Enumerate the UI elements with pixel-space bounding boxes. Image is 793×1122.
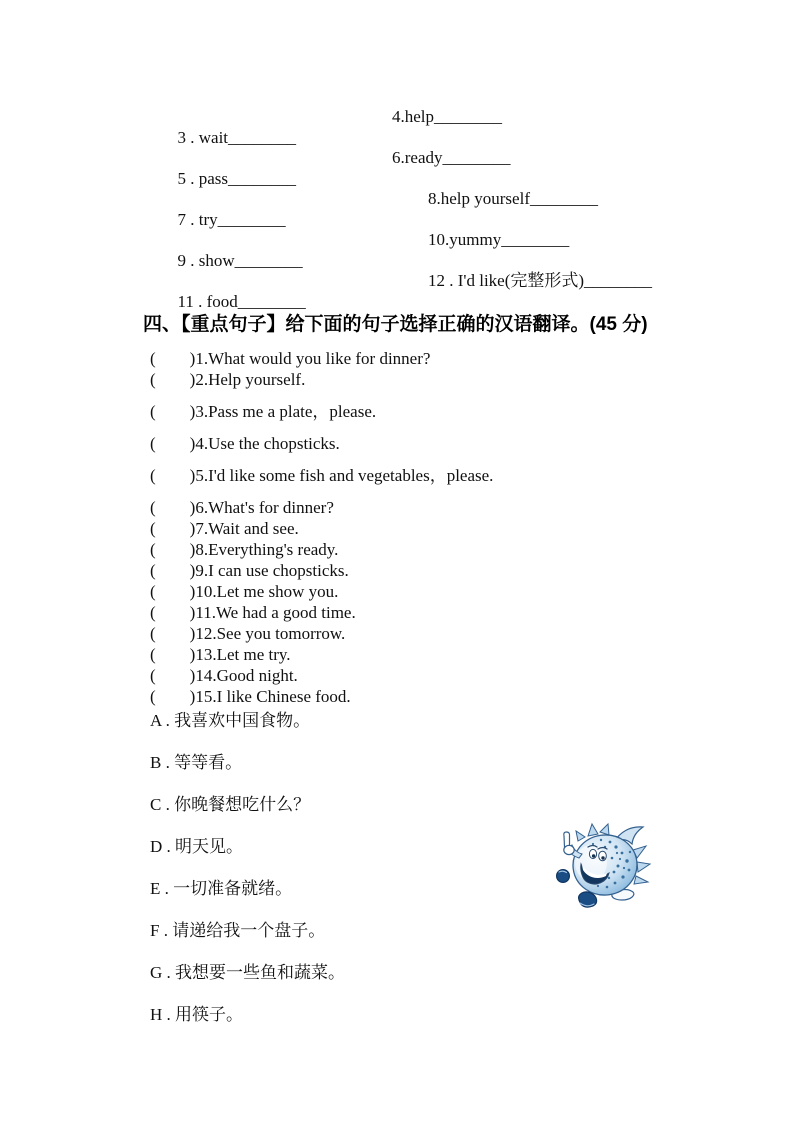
- question-14: ( )14.Good night.: [150, 666, 298, 685]
- vocab-item-5: 5 . pass________: [177, 169, 297, 188]
- question-4: ( )4.Use the chopsticks.: [150, 434, 340, 453]
- vocab-item-11: 11 . food________: [177, 292, 306, 311]
- vocab-row: [152, 270, 712, 311]
- question-9: ( )9.I can use chopsticks.: [150, 561, 349, 580]
- vocab-item-9: 9 . show________: [177, 251, 303, 270]
- option-f: F . 请递给我一个盘子。: [150, 921, 326, 940]
- option-d: D . 明天见。: [150, 837, 244, 856]
- question-list: [150, 348, 493, 707]
- question-3: ( )3.Pass me a plate，please.: [150, 402, 377, 421]
- question-8: ( )8.Everything's ready.: [150, 540, 339, 559]
- vocab-item-10: 10.yummy________: [428, 230, 570, 249]
- question-7: ( )7.Wait and see.: [150, 519, 299, 538]
- vocab-row: [152, 188, 712, 229]
- vocab-fill-section: [152, 106, 712, 311]
- option-e: E . 一切准备就绪。: [150, 879, 293, 898]
- vocab-item-4: 4.help________: [392, 107, 503, 126]
- vocab-item-7: 7 . try________: [177, 210, 286, 229]
- vocab-row: [152, 147, 712, 188]
- pufferfish-illustration-icon: [546, 820, 666, 926]
- question-2: ( )2.Help yourself.: [150, 370, 306, 389]
- option-c: C . 你晚餐想吃什么？: [150, 795, 311, 814]
- question-13: ( )13.Let me try.: [150, 645, 291, 664]
- question-1: ( )1.What would you like for dinner?: [150, 349, 431, 368]
- option-list: [150, 710, 345, 1046]
- question-5: ( )5.I'd like some fish and vegetables，please.: [150, 466, 494, 485]
- option-h: H . 用筷子。: [150, 1005, 244, 1024]
- vocab-item-12: 12 . I'd like(完整形式)________: [428, 271, 653, 290]
- question-11: ( )11.We had a good time.: [150, 603, 356, 622]
- question-10: ( )10.Let me show you.: [150, 582, 339, 601]
- vocab-row: [152, 106, 712, 147]
- section-four-heading: 四、【重点句子】给下面的句子选择正确的汉语翻译。(45 分): [143, 314, 648, 335]
- question-15: ( )15.I like Chinese food.: [150, 687, 351, 706]
- option-g: G . 我想要一些鱼和蔬菜。: [150, 963, 346, 982]
- vocab-item-8: 8.help yourself________: [428, 189, 598, 208]
- option-a: A . 我喜欢中国食物。: [150, 711, 311, 730]
- option-b: B . 等等看。: [150, 753, 243, 772]
- question-12: ( )12.See you tomorrow.: [150, 624, 346, 643]
- vocab-item-6: 6.ready________: [392, 148, 511, 167]
- vocab-item-3: 3 . wait________: [177, 128, 297, 147]
- vocab-row: [152, 229, 712, 270]
- question-6: ( )6.What's for dinner?: [150, 498, 334, 517]
